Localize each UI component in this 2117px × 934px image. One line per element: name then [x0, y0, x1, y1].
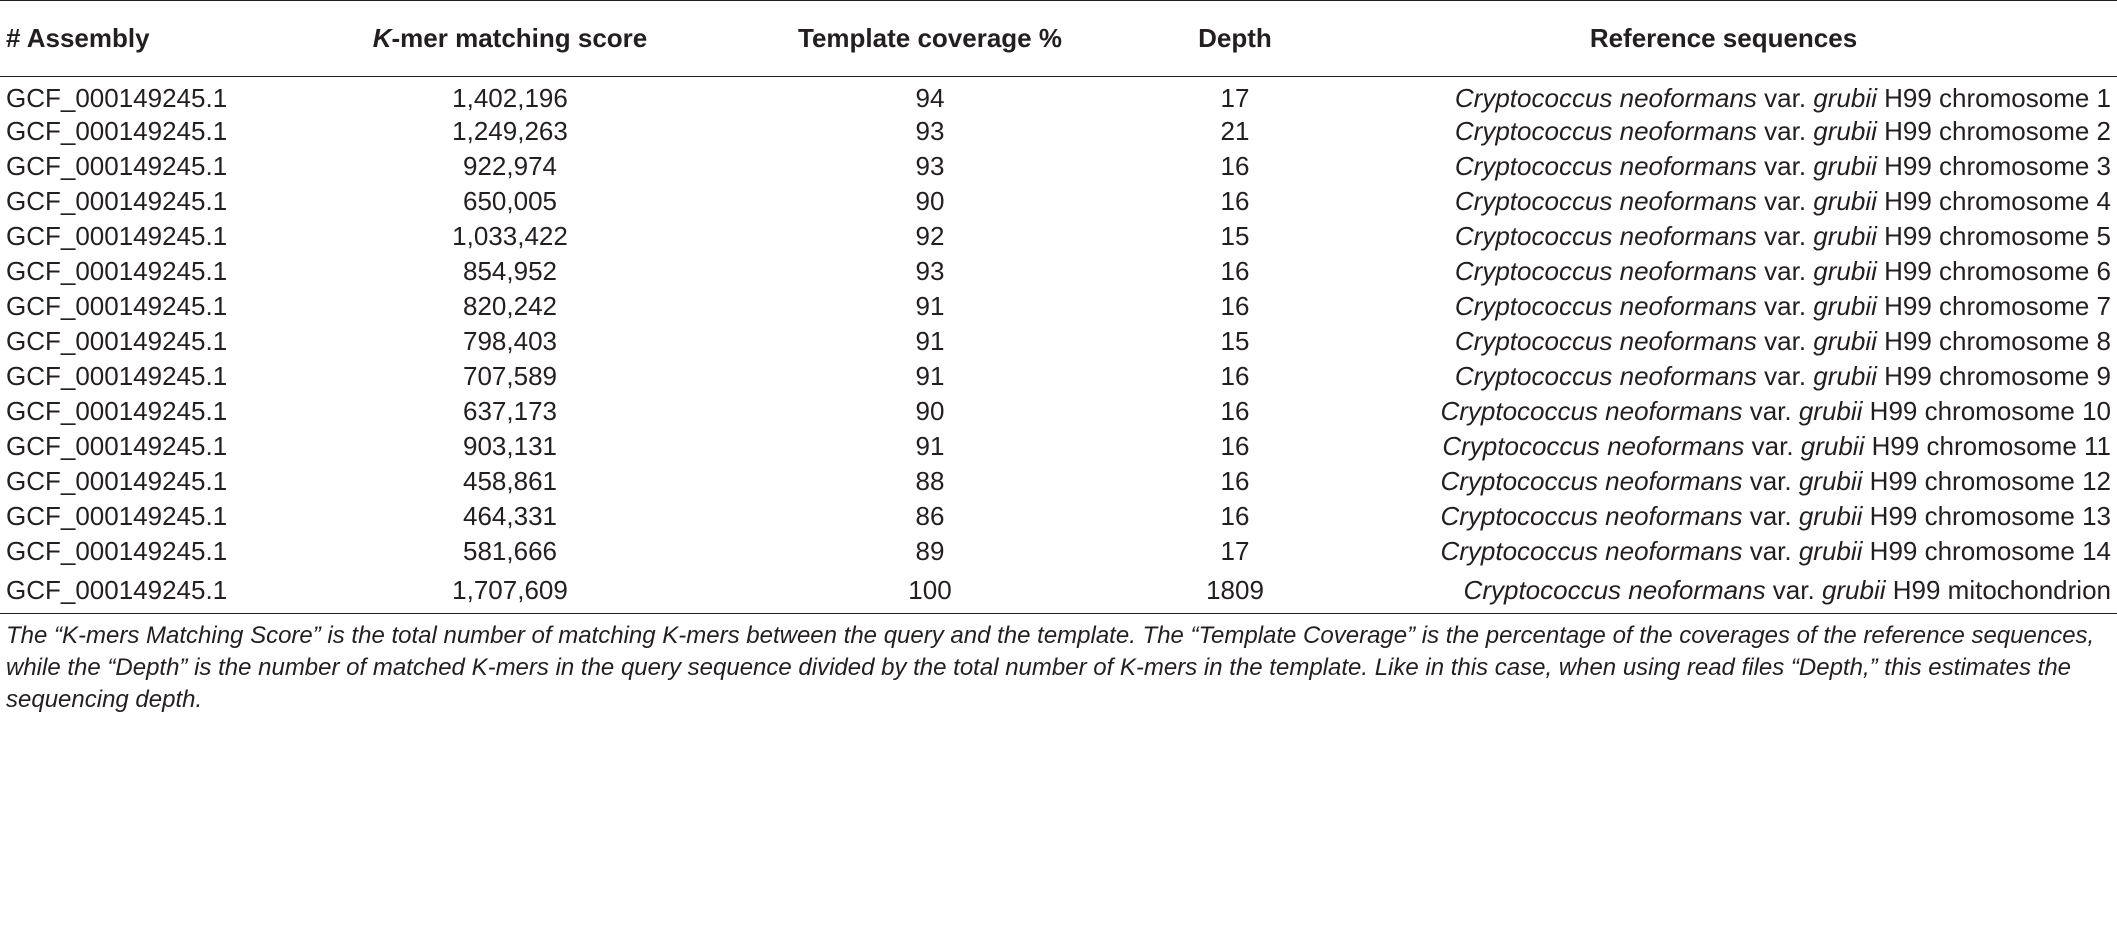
strain-name: grubii [1798, 536, 1863, 566]
cell-coverage: 90 [915, 186, 945, 216]
strain-name: grubii [1800, 431, 1865, 461]
cell-reference [1330, 359, 2117, 394]
table-row [0, 499, 2117, 534]
strain-name: grubii [1798, 501, 1863, 531]
species-name: Cryptococcus neoformans [1440, 536, 1743, 566]
cell-assembly: GCF_000149245.1 [6, 536, 228, 566]
sequence-suffix: H99 chromosome 3 [1876, 151, 2111, 181]
table-footnote: The “K-mers Matching Score” is the total number of matching K-mers between the query and the template. The “Template Coverage” is the percentage of the coverages of the reference sequences, while the “Depth” is the number of matched K-mers in the query sequence divided by the total number of K-mers in the template. Like in this case, when using read files “Depth,” this estimates the sequencing depth. [6, 621, 2095, 713]
cell-kmer-score: 854,952 [463, 256, 557, 286]
header-assembly: # Assembly [6, 23, 150, 53]
cell-depth: 17 [1220, 536, 1250, 566]
cell-reference [1330, 254, 2117, 289]
cell-depth: 16 [1220, 431, 1250, 461]
strain-name: grubii [1813, 151, 1877, 181]
sequence-suffix: H99 chromosome 8 [1876, 326, 2111, 356]
cell-kmer-score: 458,861 [463, 466, 557, 496]
species-name: Cryptococcus neoformans [1454, 291, 1757, 321]
species-name: Cryptococcus neoformans [1454, 326, 1757, 356]
cell-depth: 21 [1220, 116, 1250, 146]
cell-kmer-score: 707,589 [463, 361, 557, 391]
sequence-suffix: H99 chromosome 6 [1876, 256, 2111, 286]
table-row [0, 289, 2117, 324]
cell-depth: 16 [1220, 466, 1250, 496]
cell-kmer-score: 922,974 [463, 151, 557, 181]
cell-assembly: GCF_000149245.1 [6, 466, 228, 496]
cell-coverage: 91 [915, 431, 945, 461]
cell-coverage: 91 [915, 291, 945, 321]
cell-assembly: GCF_000149245.1 [6, 151, 228, 181]
variety-label: var. [1756, 256, 1814, 286]
strain-name: grubii [1813, 291, 1877, 321]
species-name: Cryptococcus neoformans [1454, 186, 1757, 216]
cell-coverage: 86 [915, 501, 945, 531]
cell-assembly: GCF_000149245.1 [6, 83, 228, 113]
species-name: Cryptococcus neoformans [1454, 361, 1757, 391]
variety-label: var. [1765, 575, 1822, 606]
variety-label: var. [1756, 291, 1814, 321]
variety-label: var. [1756, 221, 1814, 251]
cell-reference [1330, 289, 2117, 324]
cell-reference [1330, 149, 2117, 184]
cell-coverage: 88 [915, 466, 945, 496]
cell-coverage: 89 [915, 536, 945, 566]
cell-depth: 15 [1220, 326, 1250, 356]
species-name: Cryptococcus neoformans [1442, 431, 1745, 461]
cell-assembly: GCF_000149245.1 [6, 116, 228, 146]
cell-coverage: 90 [915, 396, 945, 426]
strain-name: grubii [1813, 221, 1877, 251]
strain-name: grubii [1813, 256, 1877, 286]
cell-depth: 16 [1220, 151, 1250, 181]
cell-kmer-score: 650,005 [463, 186, 557, 216]
cell-assembly: GCF_000149245.1 [6, 326, 228, 356]
species-name: Cryptococcus neoformans [1454, 116, 1757, 146]
table-body [0, 77, 2117, 614]
header-kmer-rest: -mer matching score [391, 23, 648, 53]
sequence-suffix: H99 chromosome 4 [1876, 186, 2111, 216]
cell-kmer-score: 820,242 [463, 291, 557, 321]
cell-depth: 17 [1220, 83, 1250, 113]
header-coverage: Template coverage % [798, 23, 1062, 53]
variety-label: var. [1756, 83, 1814, 113]
cell-depth: 16 [1220, 186, 1250, 216]
cell-assembly: GCF_000149245.1 [6, 396, 228, 426]
cell-coverage: 94 [915, 83, 945, 113]
table-row [0, 429, 2117, 464]
table-row [0, 324, 2117, 359]
cell-depth: 16 [1220, 501, 1250, 531]
cell-coverage: 92 [915, 221, 945, 251]
table-row [0, 114, 2117, 149]
cell-depth: 16 [1220, 396, 1250, 426]
variety-label: var. [1756, 326, 1814, 356]
cell-reference [1330, 324, 2117, 359]
cell-reference [1330, 429, 2117, 464]
cell-reference [1330, 464, 2117, 499]
header-reference: Reference sequences [1589, 23, 1858, 53]
sequence-suffix: H99 chromosome 11 [1864, 431, 2111, 461]
cell-coverage: 100 [908, 575, 952, 606]
cell-assembly: GCF_000149245.1 [6, 431, 228, 461]
sequence-suffix: H99 chromosome 10 [1862, 396, 2111, 426]
strain-name: grubii [1813, 186, 1877, 216]
sequence-suffix: H99 mitochondrion [1885, 575, 2111, 606]
species-name: Cryptococcus neoformans [1440, 466, 1743, 496]
table-row [0, 219, 2117, 254]
cell-assembly: GCF_000149245.1 [6, 186, 228, 216]
table-row [0, 184, 2117, 219]
cell-assembly: GCF_000149245.1 [6, 256, 228, 286]
cell-depth: 15 [1220, 221, 1250, 251]
cell-kmer-score: 1,402,196 [452, 83, 568, 113]
sequence-suffix: H99 chromosome 12 [1862, 466, 2111, 496]
cell-assembly: GCF_000149245.1 [6, 291, 228, 321]
header-kmer-score [300, 1, 720, 77]
cell-reference [1330, 394, 2117, 429]
cell-assembly: GCF_000149245.1 [6, 575, 228, 606]
species-name: Cryptococcus neoformans [1440, 396, 1743, 426]
cell-reference [1330, 569, 2117, 613]
strain-name: grubii [1813, 361, 1877, 391]
cell-depth: 16 [1220, 256, 1250, 286]
cell-depth: 16 [1220, 361, 1250, 391]
cell-coverage: 93 [915, 151, 945, 181]
header-depth: Depth [1198, 23, 1272, 53]
cell-coverage: 93 [915, 116, 945, 146]
cell-kmer-score: 903,131 [463, 431, 557, 461]
cell-coverage: 91 [915, 361, 945, 391]
cell-reference [1330, 499, 2117, 534]
variety-label: var. [1756, 361, 1814, 391]
variety-label: var. [1744, 431, 1801, 461]
variety-label: var. [1742, 536, 1799, 566]
cell-assembly: GCF_000149245.1 [6, 361, 228, 391]
cell-kmer-score: 637,173 [463, 396, 557, 426]
variety-label: var. [1742, 501, 1799, 531]
strain-name: grubii [1798, 466, 1863, 496]
cell-reference [1330, 77, 2117, 115]
strain-name: grubii [1821, 575, 1886, 606]
cell-coverage: 93 [915, 256, 945, 286]
species-name: Cryptococcus neoformans [1454, 256, 1757, 286]
cell-kmer-score: 581,666 [463, 536, 557, 566]
sequence-suffix: H99 chromosome 14 [1862, 536, 2111, 566]
species-name: Cryptococcus neoformans [1454, 221, 1757, 251]
table-row [0, 534, 2117, 569]
sequence-suffix: H99 chromosome 13 [1862, 501, 2111, 531]
cell-reference [1330, 219, 2117, 254]
strain-name: grubii [1813, 326, 1877, 356]
species-name: Cryptococcus neoformans [1454, 83, 1757, 113]
cell-reference [1330, 184, 2117, 219]
variety-label: var. [1742, 466, 1799, 496]
strain-name: grubii [1813, 116, 1877, 146]
sequence-suffix: H99 chromosome 5 [1876, 221, 2111, 251]
table-row [0, 464, 2117, 499]
cell-depth: 16 [1220, 291, 1250, 321]
sequence-suffix: H99 chromosome 2 [1876, 116, 2111, 146]
sequence-suffix: H99 chromosome 9 [1876, 361, 2111, 391]
table-header [0, 1, 2117, 77]
cell-assembly: GCF_000149245.1 [6, 501, 228, 531]
table-row [0, 254, 2117, 289]
table-row [0, 359, 2117, 394]
cell-reference [1330, 534, 2117, 569]
strain-name: grubii [1813, 83, 1877, 113]
cell-kmer-score: 1,249,263 [452, 116, 568, 146]
cell-kmer-score: 798,403 [463, 326, 557, 356]
table-row [0, 394, 2117, 429]
cell-kmer-score: 464,331 [463, 501, 557, 531]
cell-coverage: 91 [915, 326, 945, 356]
variety-label: var. [1756, 116, 1814, 146]
table-row [0, 77, 2117, 115]
sequence-suffix: H99 chromosome 1 [1876, 83, 2111, 113]
table-row [0, 569, 2117, 613]
cell-kmer-score: 1,707,609 [452, 575, 568, 606]
sequence-suffix: H99 chromosome 7 [1876, 291, 2111, 321]
header-row [0, 1, 2117, 77]
variety-label: var. [1756, 186, 1814, 216]
variety-label: var. [1742, 396, 1799, 426]
variety-label: var. [1756, 151, 1814, 181]
header-kmer-italic: K [372, 23, 392, 53]
species-name: Cryptococcus neoformans [1440, 501, 1743, 531]
species-name: Cryptococcus neoformans [1454, 151, 1757, 181]
cell-depth: 1809 [1206, 575, 1264, 606]
cell-assembly: GCF_000149245.1 [6, 221, 228, 251]
species-name: Cryptococcus neoformans [1463, 575, 1766, 606]
strain-name: grubii [1798, 396, 1863, 426]
cell-kmer-score: 1,033,422 [452, 221, 568, 251]
table-row [0, 149, 2117, 184]
cell-reference [1330, 114, 2117, 149]
